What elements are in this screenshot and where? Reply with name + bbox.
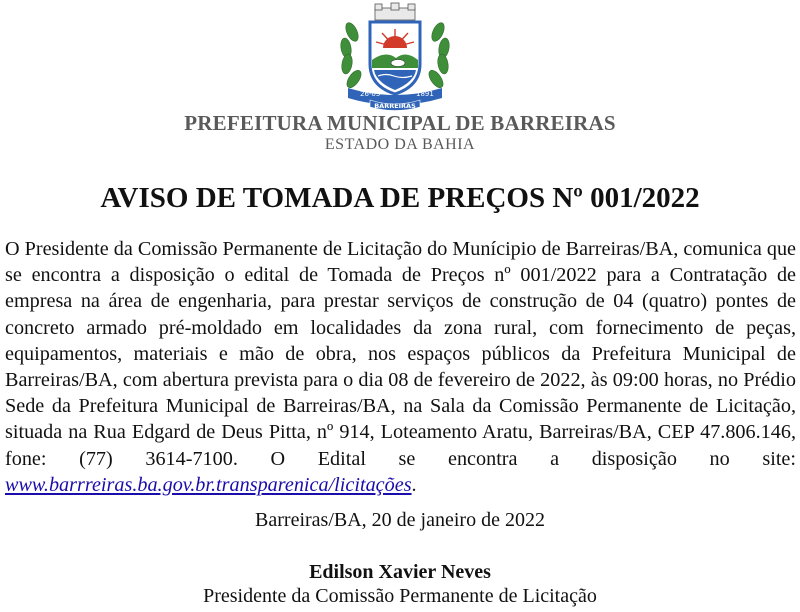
crest-year-right: 1891 bbox=[416, 90, 434, 98]
crest-year-left: 26-05 bbox=[360, 90, 381, 98]
signer-role: Presidente da Comissão Permanente de Licitação bbox=[203, 585, 597, 607]
crest-banner: BARREIRAS bbox=[374, 102, 416, 110]
notice-body bbox=[5, 236, 796, 498]
organization-name: PREFEITURA MUNICIPAL DE BARREIRAS bbox=[184, 111, 616, 135]
site-link[interactable]: www.barrreiras.ba.gov.br.transparenica/licitações bbox=[5, 473, 412, 496]
date-line: Barreiras/BA, 20 de janeiro de 2022 bbox=[255, 509, 545, 531]
notice-body-text: O Presidente da Comissão Permanente de Licitação do Munícipio de Barreiras/BA, comunica que se encontra a disposição o edital de Tomada de Preços nº 001/2022 para a Contratação de empresa na área de engenharia, para prestar serviços de construção de 04 (quatro) pontes de concreto armado pré-moldado em localidades da zona rural, com fornecimento de peças, equipamentos, materiais e mão de obra, nos espaços públicos da Prefeitura Municipal de Barreiras/BA, com abertura prevista para o dia 08 de fevereiro de 2022, às 09:00 horas, no Prédio Sede da Prefeitura Municipal de Barreiras/BA, na Sala da Comissão Permanente de Licitação, situada na Rua Edgard de Deus Pitta, nº 914, Loteamento Aratu, Barreiras/BA, CEP 47.806.146, fone: (77) 3614-7100. O Edital se encontra a disposição no site: bbox=[5, 238, 797, 470]
coat-of-arms-icon bbox=[330, 2, 460, 112]
notice-title: AVISO DE TOMADA DE PREÇOS Nº 001/2022 bbox=[100, 182, 700, 214]
notice-body-end: . bbox=[411, 473, 417, 496]
state-name: ESTADO DA BAHIA bbox=[324, 136, 476, 153]
signer-name: Edilson Xavier Neves bbox=[309, 561, 491, 583]
